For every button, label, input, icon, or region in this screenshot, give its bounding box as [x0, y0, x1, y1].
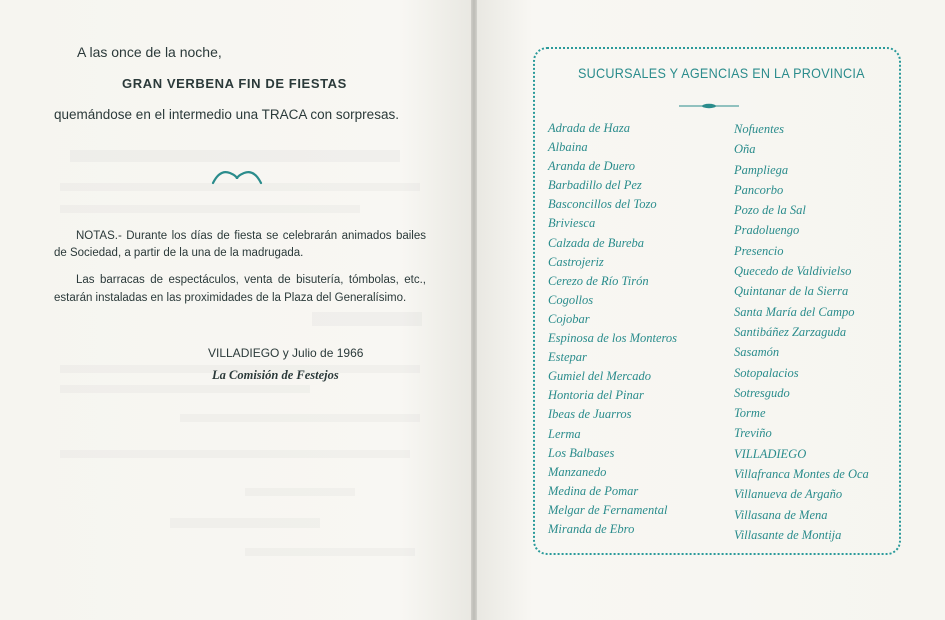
branch-list-item: Villafranca Montes de Oca	[734, 467, 869, 482]
branches-title: SUCURSALES Y AGENCIAS EN LA PROVINCIA	[578, 65, 865, 81]
branch-list-item: Pradoluengo	[734, 223, 800, 238]
branch-list-item: Ibeas de Juarros	[548, 407, 632, 422]
branch-list-item: Presencio	[734, 243, 784, 258]
branch-list-item: Santa María del Campo	[734, 304, 855, 319]
branch-list-item: Briviesca	[548, 216, 596, 231]
branch-list-item: Lerma	[548, 426, 581, 441]
book-gutter	[471, 0, 477, 620]
branch-list-item: Oña	[734, 142, 756, 157]
branch-list-item: Basconcillos del Tozo	[548, 197, 657, 212]
branch-list-item: Cojobar	[548, 311, 590, 326]
branch-list-item: Quintanar de la Sierra	[734, 284, 849, 299]
ornament-swash-icon	[210, 165, 264, 192]
branch-list-item: Sasamón	[734, 345, 780, 360]
branch-list-item: Villasante de Montija	[734, 527, 842, 542]
branches-column-b	[734, 119, 869, 545]
committee-signature: La Comisión de Festejos	[212, 368, 339, 382]
branch-list-item: Castrojeriz	[548, 254, 604, 269]
notes-text: NOTAS.- Durante los días de fiesta se celebrarán animados bailes de Sociedad, a partir de la una de la madrugada.	[54, 230, 426, 259]
branch-list-item: Quecedo de Valdivielso	[734, 264, 852, 279]
branch-list-item: Estepar	[548, 350, 587, 365]
branch-list-item: Pozo de la Sal	[734, 203, 806, 218]
branch-list-item: Albaina	[548, 140, 588, 155]
branch-list-item: Barbadillo del Pez	[548, 178, 642, 193]
branch-list-item: Manzanedo	[548, 464, 607, 479]
branches-column-a	[548, 119, 677, 539]
branch-list-item: Gumiel del Mercado	[548, 369, 651, 384]
branch-list-item: Pancorbo	[734, 182, 784, 197]
place-date: VILLADIEGO y Julio de 1966	[208, 346, 364, 360]
branch-list-item: Treviño	[734, 426, 772, 441]
branch-list-item: Medina de Pomar	[548, 483, 639, 498]
branch-list-item: Sotopalacios	[734, 365, 799, 380]
branch-list-item: Adrada de Haza	[548, 121, 630, 135]
branch-list-item: Torme	[734, 406, 766, 421]
branch-list-item: Melgar de Fernamental	[548, 502, 668, 517]
branch-list-item: Villanueva de Argaño	[734, 487, 843, 502]
notes-paragraph	[54, 228, 426, 262]
branch-list-item: Los Balbases	[548, 445, 615, 460]
stalls-paragraph: Las barracas de espectáculos, venta de bisutería, tómbolas, etc., estarán instaladas en las proximidades de la Plaza del Generalísimo.	[54, 274, 426, 304]
branch-list-item: Calzada de Bureba	[548, 235, 645, 250]
branch-list-item: Pampliega	[734, 162, 789, 177]
title-divider-icon	[679, 96, 739, 114]
branch-list-item: Villasana de Mena	[734, 507, 828, 522]
branch-list-item: Sotresgudo	[734, 385, 790, 400]
branch-list-item: VILLADIEGO	[734, 446, 807, 461]
branch-list-item: Hontoria del Pinar	[548, 388, 644, 403]
branch-list-item: Espinosa de los Monteros	[548, 331, 678, 346]
branch-list-item: Aranda de Duero	[548, 159, 636, 174]
branch-list-item: Cogollos	[548, 292, 594, 307]
event-description: quemándose en el intermedio una TRACA con sorpresas.	[54, 107, 399, 122]
event-heading: GRAN VERBENA FIN DE FIESTAS	[122, 76, 347, 91]
event-time-line: A las once de la noche,	[77, 44, 222, 60]
branch-list-item: Santibáñez Zarzaguda	[734, 324, 847, 339]
branch-list-item: Miranda de Ebro	[548, 521, 635, 536]
branch-list-item: Nofuentes	[734, 122, 784, 136]
branch-list-item: Cerezo de Río Tirón	[548, 273, 649, 288]
